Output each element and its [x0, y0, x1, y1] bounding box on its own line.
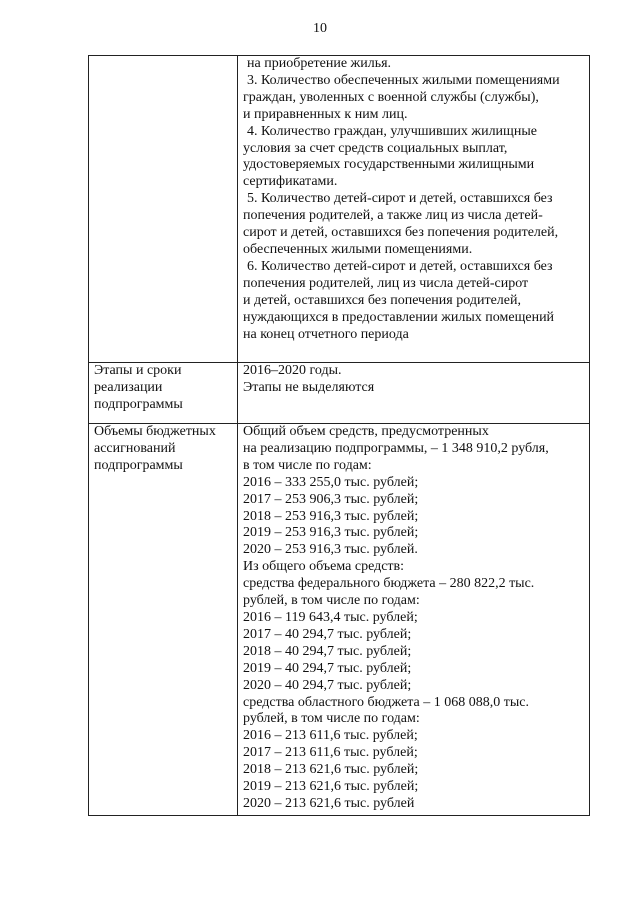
- text-line: граждан, уволенных с военной службы (службы),: [243, 89, 539, 105]
- label-line: ассигнований: [94, 440, 176, 456]
- indicators-cell: [238, 56, 590, 363]
- text-line: сирот и детей, оставшихся без попечения родителей,: [243, 225, 559, 241]
- text-line: 6. Количество детей-сирот и детей, оставшихся без: [247, 258, 553, 274]
- text-line: на реализацию подпрограммы, – 1 348 910,2 рубля,: [243, 440, 549, 456]
- page-number: 10: [313, 21, 327, 36]
- text-line: 2019 – 213 621,6 тыс. рублей;: [243, 779, 419, 795]
- table-row-budget: [89, 424, 590, 816]
- text-line: 2018 – 213 621,6 тыс. рублей;: [243, 762, 419, 778]
- text-line: 3. Количество обеспеченных жилыми помещениями: [247, 72, 560, 88]
- budget-cell: [238, 424, 590, 816]
- label-line: подпрограммы: [94, 457, 183, 473]
- label-line: Этапы и сроки: [94, 363, 182, 378]
- text-line: и детей, оставшихся без попечения родителей,: [243, 292, 521, 308]
- stages-cell: [238, 363, 590, 424]
- text-line: нуждающихся в предоставлении жилых помещений: [243, 309, 555, 325]
- text-line: 2017 – 253 906,3 тыс. рублей;: [243, 491, 419, 507]
- label-line: подпрограммы: [94, 396, 183, 412]
- text-line: удостоверяемых государственными жилищными: [243, 157, 535, 173]
- text-line: на приобретение жилья.: [247, 56, 392, 71]
- text-line: 2016 – 119 643,4 тыс. рублей;: [243, 609, 418, 625]
- text-line: 2018 – 253 916,3 тыс. рублей;: [243, 508, 419, 524]
- text-line: рублей, в том числе по годам:: [243, 593, 420, 609]
- text-line: Из общего объема средств:: [243, 559, 405, 575]
- text-line: 2016 – 213 611,6 тыс. рублей;: [243, 728, 418, 744]
- text-line: попечения родителей, а также лиц из числа детей-: [243, 208, 543, 224]
- label-line: реализации: [94, 379, 163, 395]
- text-line: 5. Количество детей-сирот и детей, оставшихся без: [247, 191, 553, 207]
- row-label-budget: [89, 424, 238, 816]
- text-line: условия за счет средств социальных выплат,: [243, 140, 508, 156]
- row-label-empty: [89, 56, 238, 363]
- text-line: средства федерального бюджета – 280 822,2 тыс.: [243, 576, 535, 592]
- row-label-stages: [89, 363, 238, 424]
- table-row-indicators: [89, 56, 590, 363]
- subprogram-passport-table: [88, 55, 590, 816]
- text-line: 2020 – 253 916,3 тыс. рублей.: [243, 542, 418, 558]
- text-line: Этапы не выделяются: [243, 379, 375, 395]
- text-line: 2020 – 213 621,6 тыс. рублей: [243, 795, 415, 811]
- text-line: 2019 – 40 294,7 тыс. рублей;: [243, 660, 412, 676]
- text-line: сертификатами.: [243, 174, 338, 190]
- text-line: 2019 – 253 916,3 тыс. рублей;: [243, 525, 419, 541]
- text-line: в том числе по годам:: [243, 457, 372, 473]
- text-line: на конец отчетного периода: [243, 326, 409, 342]
- text-line: обеспеченных жилыми помещениями.: [243, 241, 473, 257]
- text-line: и приравненных к ним лиц.: [243, 106, 408, 122]
- text-line: средства областного бюджета – 1 068 088,0 тыс.: [243, 694, 529, 710]
- text-line: 2017 – 213 611,6 тыс. рублей;: [243, 745, 418, 761]
- text-line: рублей, в том числе по годам:: [243, 711, 420, 727]
- text-line: 2017 – 40 294,7 тыс. рублей;: [243, 626, 412, 642]
- label-line: Объемы бюджетных: [94, 424, 216, 439]
- text-line: 2018 – 40 294,7 тыс. рублей;: [243, 643, 412, 659]
- text-line: Общий объем средств, предусмотренных: [243, 424, 489, 439]
- text-line: 2016 – 333 255,0 тыс. рублей;: [243, 474, 419, 490]
- text-line: 4. Количество граждан, улучшивших жилищные: [247, 123, 537, 139]
- table-row-stages: [89, 363, 590, 424]
- text-line: 2016–2020 годы.: [243, 363, 342, 378]
- text-line: 2020 – 40 294,7 тыс. рублей;: [243, 677, 412, 693]
- text-line: попечения родителей, лиц из числа детей-сирот: [243, 275, 529, 291]
